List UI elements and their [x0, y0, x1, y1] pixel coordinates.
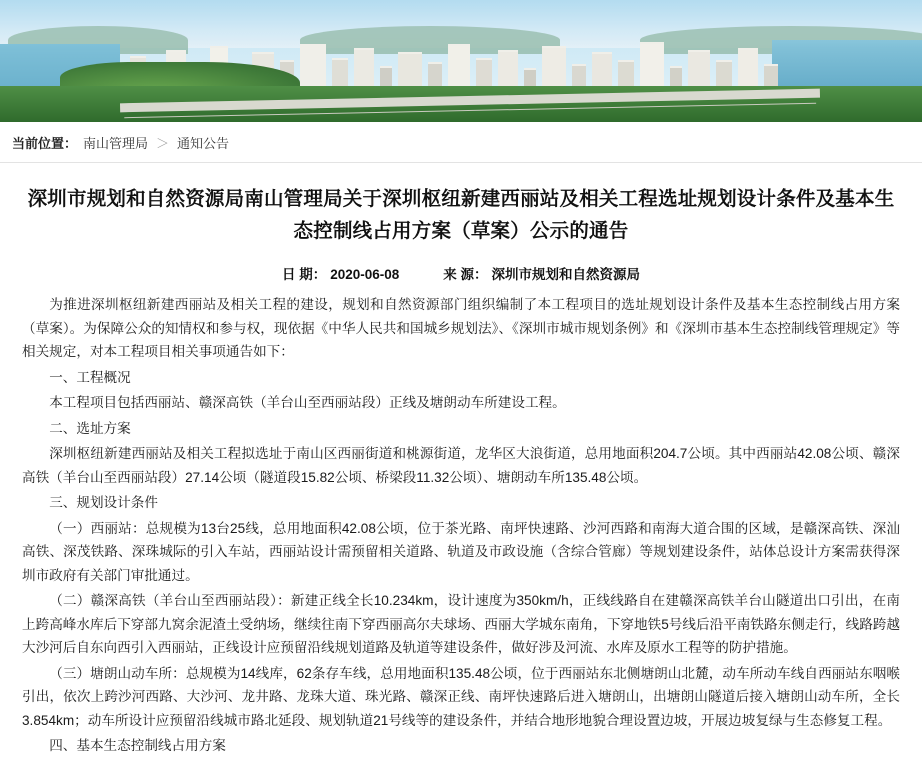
article-paragraph: （一）西丽站：总规模为13台25线，总用地面积42.08公顷，位于茶光路、南坪快速路、沙河西路和南海大道合围的区域，是赣深高铁、深汕高铁、深茂铁路、深珠城际的引入车站，西丽站设计需预留相关道路、轨道及市政设施（含综合管廊）等规划建设条件，站体总设计方案需获得深圳市政府有关部门审批通过。	[22, 520, 900, 583]
article-meta	[22, 263, 900, 283]
article-date-label: 日 期：	[281, 267, 327, 282]
article-paragraph: 一、工程概况	[49, 369, 131, 385]
breadcrumb	[0, 122, 922, 163]
article-paragraph: （三）塘朗山动车所：总规模为14线库，62条存车线，总用地面积135.48公顷，位于西丽站东北侧塘朗山北麓，动车所动车线自西丽站东咽喉引出，依次上跨沙河西路、大沙河、龙井路、龙珠大道、珠光路、赣深正线、南坪快速路后进入塘朗山，出塘朗山隧道后接入塘朗山动车所，全长3.854km；动车所设计应预留沿线城市路北延段、规划轨道21号线等的建设条件，并结合地形地貌合理设置边坡，开展边坡复绿与生态修复工程。	[22, 665, 900, 728]
article-date-value: 2020-06-08	[330, 267, 400, 282]
article-source	[443, 263, 640, 283]
page-title: 深圳市规划和自然资源局南山管理局关于深圳枢纽新建西丽站及相关工程选址规划设计条件及基本生态控制线占用方案（草案）公示的通告	[27, 188, 895, 242]
article-container	[0, 163, 922, 758]
article-paragraph: 为推进深圳枢纽新建西丽站及相关工程的建设，规划和自然资源部门组织编制了本工程项目的选址规划设计条件及基本生态控制线占用方案（草案）。为保障公众的知情权和参与权，现依据《中华人民共和国城乡规划法》、《深圳市城市规划条例》和《深圳市基本生态控制线管理规定》等相关规定，对本工程项目相关事项通告如下：	[22, 297, 900, 359]
article-paragraph: 四、基本生态控制线占用方案	[49, 738, 226, 753]
breadcrumb-item-nanshan-bureau[interactable]: 南山管理局	[83, 135, 149, 151]
article-source-label: 来 源：	[443, 267, 488, 282]
breadcrumb-label: 当前位置：	[12, 135, 78, 151]
article-paragraph: 三、规划设计条件	[49, 495, 158, 510]
article-paragraph: 深圳枢纽新建西丽站及相关工程拟选址于南山区西丽街道和桃源街道，龙华区大浪街道，总用地面积204.7公顷。其中西丽站42.08公顷、赣深高铁（羊台山至西丽站段）27.14公顷（隧道段15.82公顷、桥梁段11.32公顷）、塘朗动车所135.48公顷。	[22, 446, 900, 485]
article-paragraph: 二、选址方案	[49, 420, 131, 436]
article-paragraph: （二）赣深高铁（羊台山至西丽站段）：新建正线全长10.234km，设计速度为350km/h，正线线路自在建赣深高铁羊台山隧道出口引出，在南上跨高峰水库后下穿部九窝余泥渣土受纳场，继续往南下穿西丽高尔夫球场、西丽大学城东南角，下穿地铁5号线后沿平南铁路东侧走行，线路跨越大沙河后自东向西引入西丽站，正线设计应预留沿线规划道路及轨道等建设条件，做好涉及河流、水库及原水工程等的防护措施。	[22, 593, 900, 655]
breadcrumb-separator-icon: ＞	[156, 135, 170, 151]
breadcrumb-item-announcements[interactable]: 通知公告	[177, 135, 230, 151]
article-date	[282, 263, 399, 283]
article-source-value: 深圳市规划和自然资源局	[491, 267, 641, 282]
article-paragraph: 本工程项目包括西丽站、赣深高铁（羊台山至西丽站段）正线及塘朗动车所建设工程。	[49, 395, 566, 410]
page-banner-image	[0, 0, 922, 122]
article-body	[22, 293, 900, 758]
